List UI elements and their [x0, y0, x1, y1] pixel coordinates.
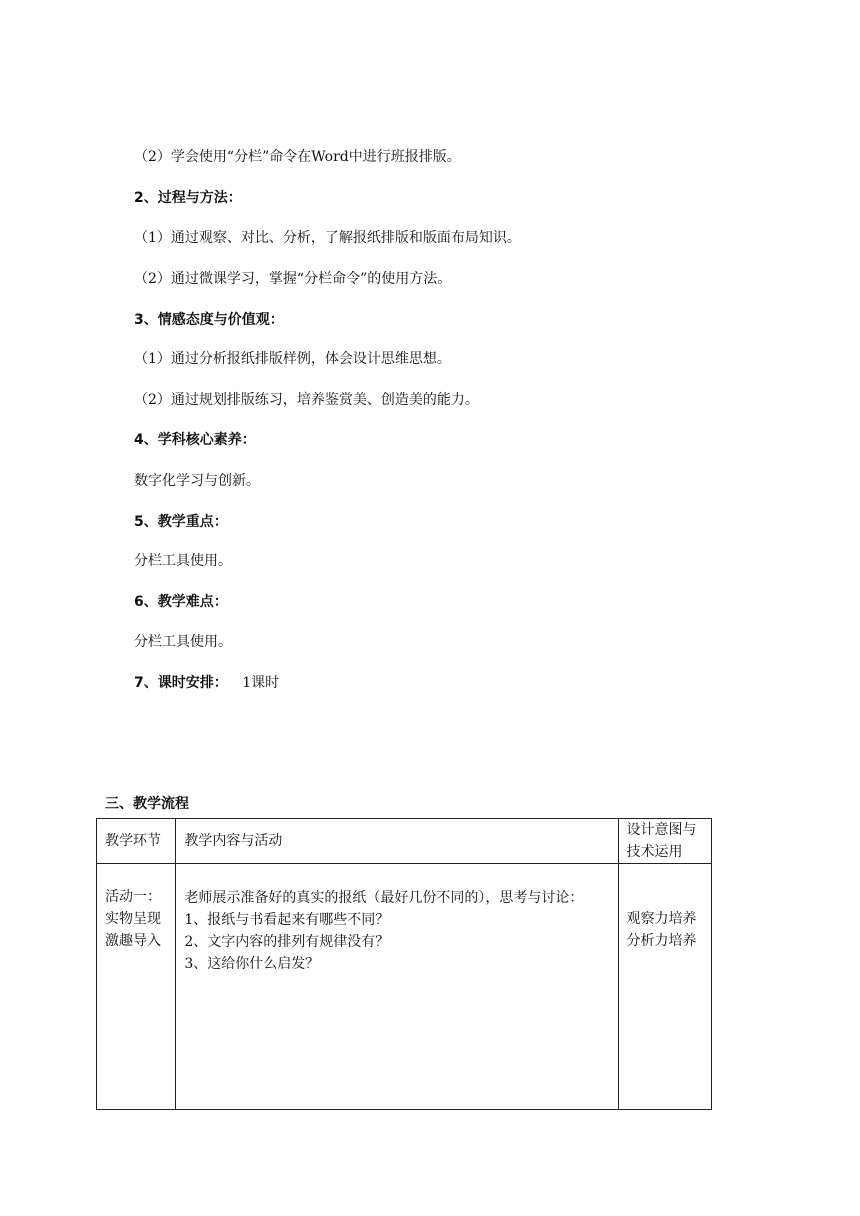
key-point-heading: 5、教学重点：: [134, 514, 228, 530]
difficult-point-heading: 6、教学难点：: [134, 594, 228, 610]
design-line: 观察力培养: [626, 911, 697, 927]
content-cell: [176, 864, 618, 1110]
content-line: 3、这给你什么启发？: [184, 956, 320, 972]
stage-line: 实物呈现: [105, 911, 161, 927]
schedule-heading: 7、课时安排：: [134, 675, 228, 691]
schedule-line: [134, 673, 279, 693]
section-title: 三、教学流程: [105, 796, 189, 812]
emotion-heading: 3、情感态度与价值观：: [134, 312, 284, 328]
header-design-line2: 技术运用: [626, 844, 683, 860]
knowledge-item-2: （2）学会使用“分栏”命令在Word中进行班报排版。: [134, 149, 461, 165]
stage-line: 激趣导入: [105, 933, 161, 949]
content-line: 1、报纸与书看起来有哪些不同？: [184, 912, 390, 928]
header-stage: 教学环节: [97, 819, 176, 864]
table-header-row: [97, 819, 712, 864]
table-row: [97, 864, 712, 1110]
schedule-value: 1课时: [242, 675, 280, 691]
teaching-process-table: [96, 818, 712, 1110]
process-item-2: （2）通过微课学习，掌握“分栏命令”的使用方法。: [134, 271, 452, 287]
emotion-item-1: （1）通过分析报纸排版样例，体会设计思维思想。: [134, 351, 451, 367]
content-line: 老师展示准备好的真实的报纸（最好几份不同的），思考与讨论：: [184, 890, 584, 906]
key-point-text: 分栏工具使用。: [134, 553, 232, 569]
design-line: 分析力培养: [626, 933, 697, 949]
literacy-heading: 4、学科核心素养：: [134, 432, 256, 448]
emotion-item-2: （2）通过规划排版练习，培养鉴赏美、创造美的能力。: [134, 392, 479, 408]
process-item-1: （1）通过观察、对比、分析，了解报纸排版和版面布局知识。: [134, 230, 521, 246]
header-design-line1: 设计意图与: [626, 822, 697, 838]
content-line: 2、文字内容的排列有规律没有？: [184, 934, 390, 950]
stage-cell: [97, 864, 176, 1110]
literacy-text: 数字化学习与创新。: [134, 473, 260, 489]
design-cell: [618, 864, 711, 1110]
header-design: [618, 819, 711, 864]
header-content: 教学内容与活动: [176, 819, 618, 864]
difficult-point-text: 分栏工具使用。: [134, 634, 232, 650]
process-method-heading: 2、过程与方法：: [134, 190, 242, 206]
stage-line: 活动一：: [105, 889, 161, 905]
